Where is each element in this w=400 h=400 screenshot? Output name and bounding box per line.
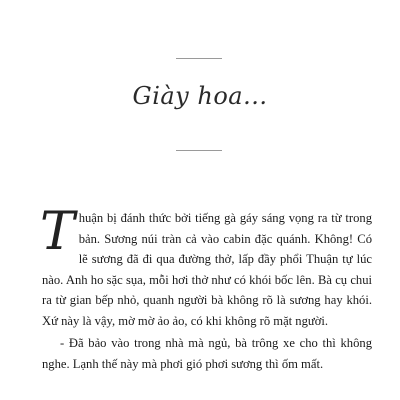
paragraph-1	[40, 202, 372, 331]
title-divider-bottom	[176, 150, 222, 151]
chapter-body	[40, 202, 372, 376]
drop-cap: T	[40, 202, 75, 262]
paragraph-1-text: huận bị đánh thức bởi tiếng gà gáy sáng vọng ra từ trong bản. Sương núi tràn cả vào cabin đặc quánh. Không! Có lẽ sương đã đi qua đường thở, lấp đầy phổi Thuận tự lúc nào. Anh ho sặc sụa, mỗi hơi thở như có khói bốc lên. Bà cụ chui ra từ gian bếp nhỏ, quanh người bà không rõ là sương hay khói. Xứ này là vậy, mờ mờ ảo ảo, có khi không rõ mặt người.	[42, 211, 372, 328]
paragraph-2: - Đã bảo vào trong nhà mà ngủ, bà trông xe cho thì không nghe. Lạnh thế này mà phơi gió phơi sương thì ốm mất.	[42, 336, 372, 371]
chapter-title: Giày hoa...	[132, 82, 268, 110]
title-divider-top	[176, 58, 222, 59]
